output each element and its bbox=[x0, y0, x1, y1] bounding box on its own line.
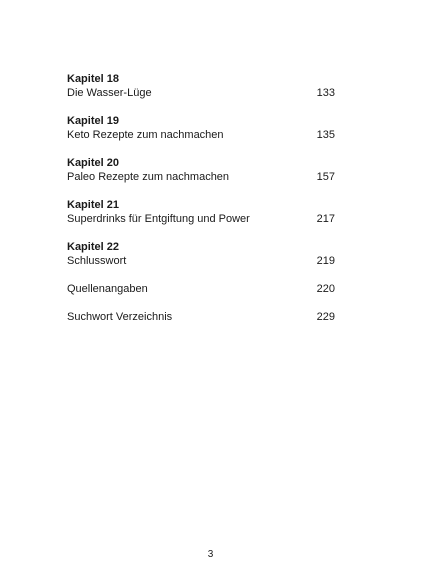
chapter-heading: Kapitel 18 bbox=[67, 73, 119, 85]
chapter-heading: Kapitel 19 bbox=[67, 115, 119, 127]
toc-row bbox=[67, 128, 335, 142]
toc-title: Superdrinks für Entgiftung und Power bbox=[67, 213, 250, 225]
chapter-heading: Kapitel 22 bbox=[67, 241, 119, 253]
toc-title: Quellenangaben bbox=[67, 283, 148, 295]
table-of-contents bbox=[67, 72, 335, 324]
toc-row bbox=[67, 282, 335, 296]
toc-row bbox=[67, 86, 335, 100]
toc-row bbox=[67, 310, 335, 324]
toc-title: Paleo Rezepte zum nachmachen bbox=[67, 171, 230, 183]
toc-row bbox=[67, 212, 335, 226]
toc-entry bbox=[67, 310, 335, 324]
toc-row bbox=[67, 254, 335, 268]
toc-entry bbox=[67, 156, 335, 184]
toc-title: Schlusswort bbox=[67, 255, 127, 267]
toc-title: Suchwort Verzeichnis bbox=[67, 311, 173, 323]
toc-page-number: 157 bbox=[316, 171, 335, 183]
toc-entry bbox=[67, 72, 335, 100]
toc-entry bbox=[67, 240, 335, 268]
toc-title: Die Wasser-Lüge bbox=[67, 87, 152, 99]
toc-page-number: 220 bbox=[316, 283, 335, 295]
page-number: 3 bbox=[207, 549, 214, 560]
toc-entry bbox=[67, 114, 335, 142]
chapter-heading: Kapitel 21 bbox=[67, 199, 119, 211]
toc-title: Keto Rezepte zum nachmachen bbox=[67, 129, 224, 141]
chapter-heading: Kapitel 20 bbox=[67, 157, 119, 169]
toc-page-number: 133 bbox=[316, 87, 335, 99]
toc-page-number: 219 bbox=[316, 255, 335, 267]
toc-page-number: 229 bbox=[316, 311, 335, 323]
toc-page-number: 217 bbox=[316, 213, 335, 225]
toc-entry bbox=[67, 282, 335, 296]
toc-row bbox=[67, 170, 335, 184]
toc-page-number: 135 bbox=[316, 129, 335, 141]
toc-entry bbox=[67, 198, 335, 226]
